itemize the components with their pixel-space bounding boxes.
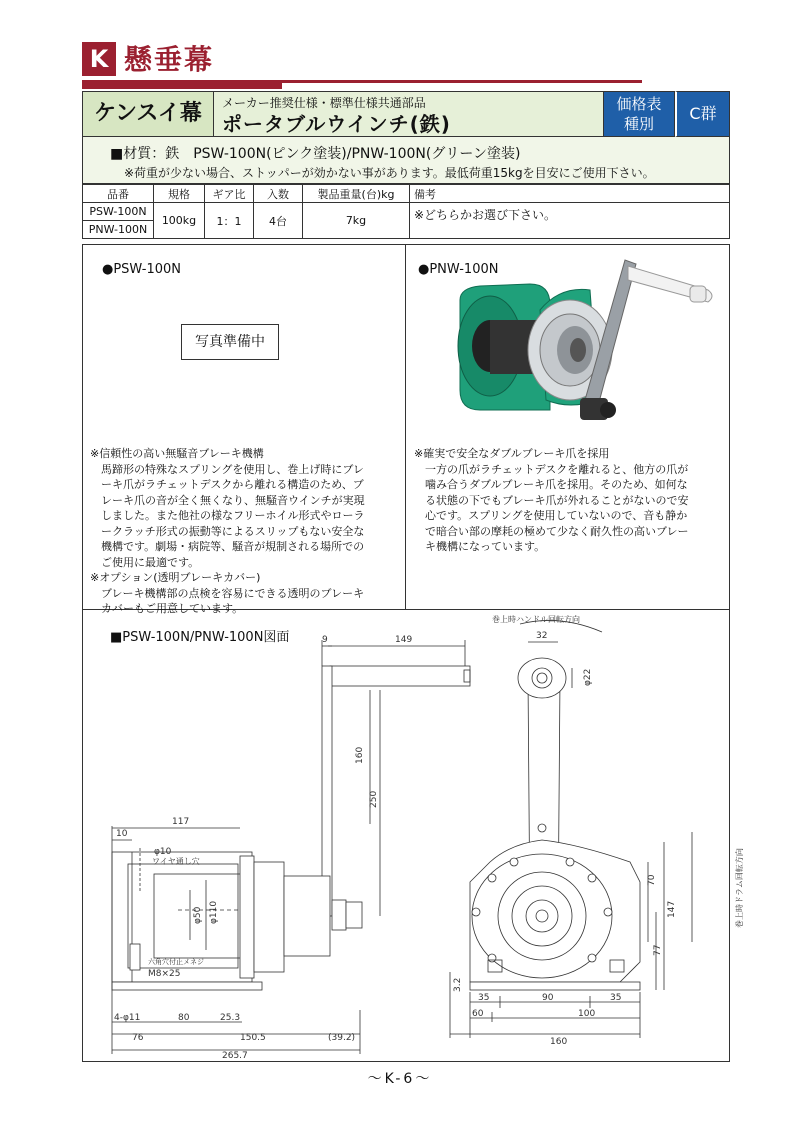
remarks: ※どちらかお選び下さい。 — [410, 203, 730, 239]
text-line: ご使用に最適です。 — [90, 555, 200, 569]
product-name: ポータブルウインチ(鉄) — [222, 112, 451, 136]
product-subtitle: メーカー推奨仕様・標準仕様共通部品 — [222, 96, 426, 110]
dim-9: 9 — [322, 635, 328, 645]
dim-phi10: φ10 — [154, 847, 172, 857]
part-number: PNW-100N — [83, 221, 154, 239]
text-line: カバーもご用意しています。 — [90, 602, 244, 615]
text-line: で暗合い部の摩耗の極めて少なく耐久性の高いブレー — [414, 524, 689, 538]
dim-80: 80 — [178, 1013, 190, 1023]
dim-phi50: φ50 — [193, 906, 203, 924]
spec-header-row — [83, 185, 730, 203]
front-view-drawing — [430, 612, 744, 1052]
section-title: 懸垂幕 — [124, 43, 215, 76]
page-number: ～K-6～ — [367, 1071, 433, 1087]
dim-76: 76 — [132, 1033, 144, 1043]
price-label-2: 種別 — [623, 115, 654, 133]
dim-90: 90 — [542, 993, 554, 1003]
dim-77: 77 — [653, 944, 663, 956]
dim-3-2: 3.2 — [453, 977, 463, 992]
price-label-1: 価格表 — [616, 95, 662, 113]
table-row — [83, 203, 730, 221]
left-panel-text — [90, 446, 365, 617]
handle-direction-label: 巻上時ハンドル回転方向 — [492, 615, 580, 624]
dim-35-left: 35 — [478, 993, 490, 1003]
dim-m8: M8×25 — [148, 969, 181, 979]
dim-60: 60 — [472, 1009, 484, 1019]
load-note: ※荷重が少ない場合、ストッパーが効かない事があります。最低荷重15kgを目安にご使用下さい。 — [124, 166, 655, 180]
dim-149: 149 — [395, 635, 413, 645]
dim-35-right: 35 — [610, 993, 622, 1003]
dim-100: 100 — [578, 1009, 596, 1019]
text-line: ブレーキ機構部の点検を容易にできる透明のブレーキ — [90, 586, 365, 600]
dim-160-front: 160 — [550, 1037, 568, 1047]
spec-table — [82, 184, 730, 239]
category-label: ケンスイ幕 — [83, 92, 214, 136]
dim-holes: 4-φ11 — [114, 1013, 141, 1023]
text-line: 噛み合うダブルブレーキ爪を採用。そのため、如何な — [414, 478, 688, 491]
dim-250: 250 — [369, 790, 379, 808]
text-line: ※オプション(透明ブレーキカバー) — [90, 571, 261, 584]
drum-direction-label: 巻上時ドラム回転方向 — [735, 848, 744, 928]
text-line: キ機構になっています。 — [414, 540, 546, 553]
text-line: しました。また他社の様なフリーホイル形式やローラ — [90, 509, 365, 522]
text-line: 馬蹄形の特殊なスプリングを使用し、巻上げ時にブレ — [90, 462, 364, 476]
price-group-badge: C群 — [675, 91, 730, 137]
text-line: レーキ爪の音が全く無くなり、無騒音ウインチが実現 — [90, 493, 365, 507]
right-panel-text — [414, 446, 689, 555]
gear-ratio: 1：1 — [205, 203, 254, 239]
dim-265-7: 265.7 — [222, 1051, 248, 1061]
col-header-gear: ギア比 — [205, 185, 254, 203]
text-line: ※信頼性の高い無騒音ブレーキ機構 — [90, 447, 264, 460]
dim-160: 160 — [355, 746, 365, 764]
right-panel-title: ●PNW-100N — [418, 262, 499, 277]
part-number: PSW-100N — [83, 203, 154, 221]
bolt-note: 六角穴付止メネジ — [148, 958, 204, 966]
text-line: 機構です。劇場・病院等、騒音が規制される場所での — [90, 540, 365, 553]
panel-divider — [405, 244, 406, 610]
dim-25-3: 25.3 — [220, 1013, 241, 1023]
dim-150-5: 150.5 — [240, 1033, 266, 1043]
left-panel-title: ●PSW-100N — [102, 262, 181, 277]
dim-117: 117 — [172, 817, 190, 827]
col-header-spec: 規格 — [154, 185, 205, 203]
quantity: 4台 — [254, 203, 303, 239]
dim-phi22: φ22 — [583, 668, 593, 686]
material-line: ■材質：鉄 PSW-100N(ピンク塗装)/PNW-100N(グリーン塗装) — [110, 146, 521, 162]
text-line: ーキ爪がラチェットデスクから離れる構造のため、ブ — [90, 478, 364, 491]
text-line: 心です。スプリングを使用していないので、音も静か — [414, 509, 688, 522]
dim-32: 32 — [536, 631, 548, 641]
section-letter-badge: K — [82, 42, 116, 76]
drawing-title: ■PSW-100N/PNW-100N図面 — [110, 630, 290, 645]
wire-hole-label: ワイヤ通し穴 — [152, 857, 200, 866]
text-line: る状態の下でもブレーキ爪が外れることがないので安 — [414, 493, 689, 507]
price-type-box — [603, 91, 675, 137]
weight: 7kg — [303, 203, 410, 239]
dim-phi110: φ110 — [209, 900, 219, 924]
dim-147: 147 — [667, 900, 677, 918]
col-header-part: 品番 — [83, 185, 154, 203]
text-line: ※確実で安全なダブルブレーキ爪を採用 — [414, 447, 610, 460]
winch-photo — [450, 250, 720, 440]
dim-70: 70 — [647, 874, 657, 886]
col-header-remarks: 備考 — [410, 185, 730, 203]
text-line: 一方の爪がラチェットデスクを離れると、他方の爪が — [414, 462, 689, 476]
col-header-qty: 入数 — [254, 185, 303, 203]
side-view-drawing — [90, 630, 413, 1061]
dim-39-2: (39.2) — [328, 1033, 356, 1043]
photo-placeholder: 写真準備中 — [181, 324, 279, 360]
header-rule-thick — [82, 83, 282, 89]
spec-value: 100kg — [154, 203, 205, 239]
dim-10: 10 — [116, 829, 128, 839]
col-header-weight: 製品重量(台)kg — [303, 185, 410, 203]
text-line: ークラッチ形式の振動等によるスリップもない安全な — [90, 524, 365, 538]
